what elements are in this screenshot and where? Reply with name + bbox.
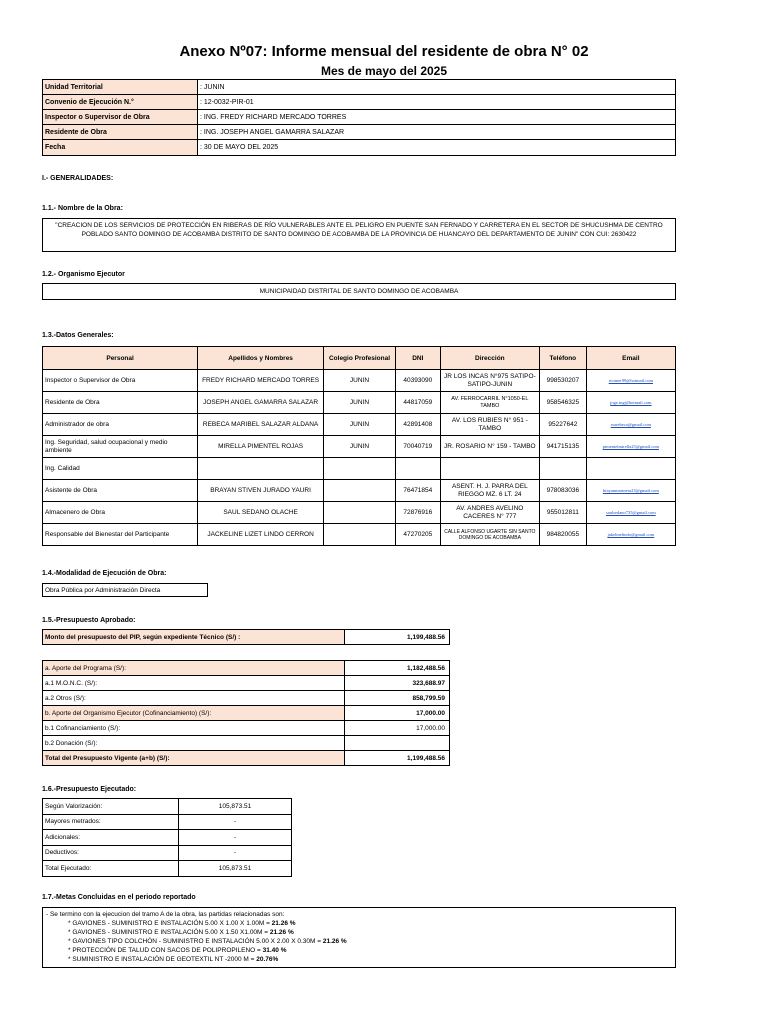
organismo-box: MUNICIPAIDAD DISTRITAL DE SANTO DOMINGO DE ACOBAMBA [42,283,676,300]
metas-box [42,907,676,968]
cell-telefono: 958546325 [540,392,587,414]
column-header: Apellidos y Nombres [198,347,324,370]
document-subtitle: Mes de mayo del 2025 [320,64,448,78]
metas-item [46,937,672,946]
cell-dni: 40393090 [396,370,441,392]
table-row [43,502,676,524]
metas-item-pct: 20.76% [256,956,279,963]
cell-colegio: JUNIN [323,414,395,436]
cell-dni: 76471854 [396,480,441,502]
cell-email-link[interactable] [586,458,675,480]
budget-row [43,661,450,676]
header-info-table [42,79,676,156]
cell-colegio: JUNIN [323,370,395,392]
cell-colegio [323,524,395,546]
cell-nombre: REBECA MARIBEL SALAZAR ALDANA [198,414,324,436]
table-row [43,524,676,546]
table-header-row [43,347,676,370]
ejecutado-row [43,799,292,815]
budget-label: b.1 Cofinanciamiento (S/): [43,721,345,736]
ejecutado-label: Total Ejecutado: [43,861,179,877]
cell-direccion: ASENT. H. J. PARRA DEL RIEGGO MZ. 6 LT. 24 [440,480,539,502]
cell-telefono: 95227642 [540,414,587,436]
cell-email-link[interactable]: jakelinelindo@gmail.com [586,524,675,546]
header-row [43,140,676,156]
metas-item-text: * PROTECCIÓN DE TALUD CON SACOS DE POLIPROPILENO = [68,947,263,954]
table-row [43,392,676,414]
cell-dni [396,458,441,480]
budget-row [43,630,450,645]
monto-pip-table [42,629,450,645]
ejecutado-value: - [179,830,292,846]
metas-item [46,919,672,928]
budget-row [43,751,450,766]
ejecutado-row [43,830,292,846]
cell-personal: Asistente de Obra [43,480,198,502]
cell-colegio: JUNIN [323,392,395,414]
metas-item-pct: 21.26 % [322,938,347,945]
header-label: Residente de Obra [43,125,198,140]
column-header: DNI [396,347,441,370]
budget-label: Monto del presupuesto del PIP, según expediente Técnico (S/) : [43,630,345,645]
header-label: Unidad Territorial [43,80,198,95]
cell-personal: Administrador de obra [43,414,198,436]
cell-telefono: 984820055 [540,524,587,546]
metas-item [46,946,672,955]
cell-direccion: AV. LOS RUBIES N° 951 - TAMBO [440,414,539,436]
cell-nombre: BRAYAN STIVEN JURADO YAURI [198,480,324,502]
budget-value: 858,799.59 [345,691,450,706]
cell-personal: Almacenero de Obra [43,502,198,524]
cell-telefono: 978083036 [540,480,587,502]
column-header: Colegio Profesional [323,347,395,370]
nombre-obra-box: "CREACION DE LOS SERVICIOS DE PROTECCIÓN EN RIBERAS DE RÍO VULNERABLES ANTE EL PELIGRO EN PUENTE SAN FERNADO Y CARRETERA EN EL SECTOR DE SHUCUSHMA DE CENTRO POBLADO SANTO DOMINGO DE ACOBAMBA DISTRITO DE SANTO DOMINGO DE ACOBAMBA DE LA PROVINCIA DE HUANCAYO DEL DEPARTAMENTO DE JUNIN" CON CUI: 2630422 [42,218,676,252]
metas-item [46,928,672,937]
document-title: Anexo Nº07: Informe mensual del residente de obra N° 02 [179,43,589,60]
header-row [43,80,676,95]
cell-dni: 44817059 [396,392,441,414]
column-header: Personal [43,347,198,370]
cell-personal: Responsable del Bienestar del Participante [43,524,198,546]
cell-personal: Ing. Seguridad, salud ocupacional y medio ambiente [43,436,198,458]
section-generalidades: I.- GENERALIDADES: [42,175,114,182]
column-header: Teléfono [540,347,587,370]
budget-row [43,676,450,691]
cell-nombre: FREDY RICHARD MERCADO TORRES [198,370,324,392]
ejecutado-value: 105,873.51 [179,861,292,877]
cell-telefono [540,458,587,480]
section-datos-generales: 1.3.-Datos Generales: [42,332,114,339]
table-row [43,414,676,436]
budget-row [43,736,450,751]
section-modalidad: 1.4.-Modalidad de Ejecución de Obra: [42,570,167,577]
metas-item-text: * GAVIONES - SUMINISTRO E INSTALACIÓN 5.00 X 1.00 X 1.00M = [68,920,272,927]
budget-label: a. Aporte del Programa (S/): [43,661,345,676]
datos-generales-table [42,346,676,546]
cell-colegio [323,502,395,524]
section-presupuesto-ejecutado: 1.6.-Presupuesto Ejecutado: [42,786,137,793]
section-presupuesto-aprobado: 1.5.-Presupuesto Aprobado: [42,617,136,624]
cell-colegio [323,458,395,480]
cell-nombre: MIRELLA PIMENTEL ROJAS [198,436,324,458]
cell-direccion: JR. ROSARIO N° 159 - TAMBO [440,436,539,458]
cell-telefono: 955012811 [540,502,587,524]
header-value: : 12-0032-PIR-01 [198,95,676,110]
metas-item-text: * SUMINISTRO E INSTALACIÓN DE GEOTEXTIL NT -2000 M = [68,956,257,963]
budget-value: 1,199,488.56 [345,630,450,645]
cell-personal: Residente de Obra [43,392,198,414]
metas-item-pct: 21.26 % [271,920,296,927]
header-row [43,95,676,110]
cell-email-link[interactable]: rictmer99@hotmail.com [586,370,675,392]
header-row [43,110,676,125]
cell-direccion: AV. FERROCARRIL N°1050-EL TAMBO [440,392,539,414]
ejecutado-label: Según Valorización: [43,799,179,815]
budget-value: 17,000.00 [345,721,450,736]
budget-label: b. Aporte del Organismo Ejecutor (Cofinanciamiento) (S/): [43,706,345,721]
cell-colegio [323,480,395,502]
column-header: Dirección [440,347,539,370]
cell-dni: 42891408 [396,414,441,436]
metas-item-text: * GAVIONES TIPO COLCHÓN - SUMINISTRO E INSTALACIÓN 5.00 X 2.00 X 0.30M = [68,938,323,945]
section-nombre-obra: 1.1.- Nombre de la Obra: [42,205,123,212]
budget-value: 1,199,488.56 [345,751,450,766]
ejecutado-label: Mayores metrados: [43,814,179,830]
modalidad-box: Obra Pública por Administración Directa [42,583,208,597]
cell-direccion: AV. ANDRES AVELINO CACERES N° 777 [440,502,539,524]
table-row [43,436,676,458]
header-value: : 30 DE MAYO DEL 2025 [198,140,676,156]
budget-label: Total del Presupuesto Vigente (a+b) (S/): [43,751,345,766]
budget-value: 323,688.97 [345,676,450,691]
header-value: : JUNIN [198,80,676,95]
budget-label: a.2 Otros (S/): [43,691,345,706]
budget-label: a.1 M.O.N.C. (S/): [43,676,345,691]
cell-nombre [198,458,324,480]
metas-item-text: * GAVIONES - SUMINISTRO E INSTALACIÓN 5.00 X 1.50 X1.00M = [68,929,270,936]
cell-colegio: JUNIN [323,436,395,458]
cell-email-link[interactable]: saulsedano735@gmail.com [586,502,675,524]
ejecutado-row [43,814,292,830]
budget-value: 17,000.00 [345,706,450,721]
header-label: Inspector o Supervisor de Obra [43,110,198,125]
metas-item-pct: 21.26 % [269,929,294,936]
table-row [43,370,676,392]
budget-row [43,706,450,721]
cell-direccion: CALLE ALFONSO UGARTE SIN SANTO DOMINGO DE ACOBAMBA [440,524,539,546]
cell-nombre: JACKELINE LIZET LINDO CERRON [198,524,324,546]
cell-dni: 47270205 [396,524,441,546]
cell-dni: 70040719 [396,436,441,458]
header-value: : ING. JOSEPH ANGEL GAMARRA SALAZAR [198,125,676,140]
cell-direccion: JR LOS INCAS N°975 SATIPO-SATIPO-JUNIN [440,370,539,392]
ejecutado-value: - [179,845,292,861]
budget-row [43,691,450,706]
header-label: Fecha [43,140,198,156]
budget-row [43,721,450,736]
cell-nombre: JOSEPH ANGEL GAMARRA SALAZAR [198,392,324,414]
column-header: Email [586,347,675,370]
cell-dni: 72876916 [396,502,441,524]
header-value: : ING. FREDY RICHARD MERCADO TORRES [198,110,676,125]
ejecutado-label: Adicionales: [43,830,179,846]
budget-label: b.2 Donación (S/): [43,736,345,751]
metas-intro: - Se termino con la ejecucion del tramo A de la obra, las partidas relacionadas son: [46,911,285,918]
ejecutado-row [43,861,292,877]
cell-personal: Inspector o Supervisor de Obra [43,370,198,392]
budget-value [345,736,450,751]
cell-email-link[interactable]: joge.ing@hotmail.com [586,392,675,414]
section-organismo: 1.2.- Organismo Ejecutor [42,271,125,278]
cell-email-link[interactable]: pimentelmirella25@gmail.com [586,436,675,458]
table-row [43,458,676,480]
cell-telefono: 998530207 [540,370,587,392]
cell-email-link[interactable]: brayanmarinera23@gmail.com [586,480,675,502]
budget-value: 1,182,488.56 [345,661,450,676]
cell-personal: Ing. Calidad [43,458,198,480]
table-row [43,480,676,502]
cell-email-link[interactable]: rsarebeca@gmail.com [586,414,675,436]
metas-item [46,955,672,964]
budget-table [42,660,450,766]
cell-direccion [440,458,539,480]
ejecutado-value: 105,873.51 [179,799,292,815]
header-row [43,125,676,140]
cell-nombre: SAUL SEDANO OLACHE [198,502,324,524]
ejecutado-table [42,798,292,877]
section-metas: 1.7.-Metas Concluidas en el periodo reportado [42,894,196,901]
ejecutado-row [43,845,292,861]
cell-telefono: 941715135 [540,436,587,458]
header-label: Convenio de Ejecución N.° [43,95,198,110]
metas-item-pct: 31.40 % [262,947,287,954]
ejecutado-value: - [179,814,292,830]
ejecutado-label: Deductivos: [43,845,179,861]
